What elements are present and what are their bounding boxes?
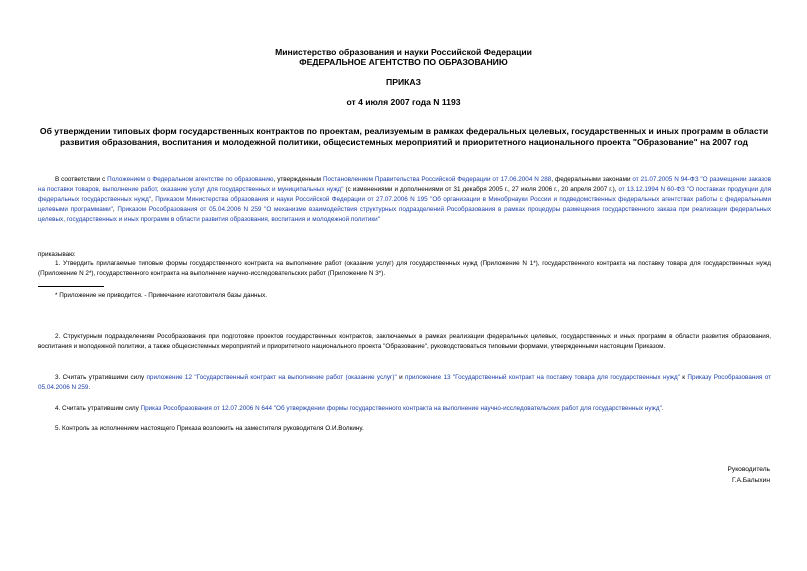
item-3-paragraph — [38, 373, 771, 393]
preamble-text: , — [112, 206, 118, 213]
document-title: Об утверждении типовых форм государственных контрактов по проектам, реализуемым в рамках федеральных целевых, государственных и иных программ в области развития образования, воспитания и молодежной политики, общесистемных мероприятий и приоритетного национального проекта "Образование" на 2007 год — [39, 126, 769, 147]
link-regulation-agency[interactable]: Положением о Федеральном агентстве по образованию — [107, 176, 274, 183]
footnote-text: * Приложение не приводится. - Примечание изготовителя базы данных. — [55, 292, 268, 299]
link-order-259[interactable]: Приказу Рособразования от 05.04.2006 N 259 — [38, 374, 771, 391]
link-appendix-12[interactable]: приложение 12 "Государственный контракт на выполнение работ (оказание услуг)" — [146, 374, 397, 381]
signature-role: Руководитель — [727, 466, 770, 473]
link-rosobrazovanie-order-259[interactable]: Приказом Рособразования от 05.04.2006 N 259 "О механизме взаимодействия структурных подразделений Рособразования в рамках процедуры размещения государственного заказа при реализации федеральных целевых, государственных и иных программ в области развития образования, воспитания и молодежной политики" — [38, 206, 771, 223]
footnote-divider — [38, 286, 104, 287]
item-2-paragraph: 2. Структурным подразделениям Рособразования при подготовке проектов государственных контрактов, заключаемых в рамках реализации федеральных целевых, государственных и иных программ в области развития образования, воспитания и молодежной политики, а также общесистемных мероприятий и приоритетного национального проекта "Образование", руководствоваться типовыми формами, утвержденными настоящим Приказом. — [38, 333, 771, 350]
preamble-paragraph — [38, 175, 771, 225]
item-3-text: и — [396, 374, 406, 381]
item-4-paragraph — [38, 404, 771, 414]
item-3-text: 3. Считать утратившими силу — [55, 374, 147, 381]
link-ministry-order-195[interactable]: Приказом Министерства образования и науки Российской Федерации от 27.07.2006 N 195 "Об организации в Минобрнауки России и подведомственных федеральных агентствах работы с федеральными целевыми программами" — [38, 196, 772, 213]
link-government-decree-288[interactable]: Постановлением Правительства Российской Федерации от 17.06.2004 N 288 — [322, 176, 552, 183]
item-3-text: . — [88, 384, 91, 391]
document-date-number: от 4 июля 2007 года N 1193 — [346, 97, 461, 107]
signature-name: Г.А.Балыхин — [731, 477, 770, 484]
item-4-text: . — [661, 405, 664, 412]
preamble-text: , федеральными законами — [551, 176, 633, 183]
link-order-644[interactable]: Приказ Рособразования от 12.07.2006 N 644 "Об утверждении формы государственного контракта на выполнение научно-исследовательских работ для государственных нужд" — [140, 405, 662, 412]
link-appendix-13[interactable]: приложение 13 "Государственный контракт на поставку товара для государственных нужд" — [405, 374, 680, 381]
item-3-text: к — [679, 374, 688, 381]
preamble-text: В соответствии с — [55, 176, 108, 183]
order-word: приказываю: — [38, 251, 76, 258]
preamble-text: , — [151, 196, 156, 203]
preamble-text: (с изменениями и дополнениями от 31 декабря 2005 г., 27 июля 2006 г., 20 апреля 2007 г.), — [343, 186, 619, 193]
agency-name: ФЕДЕРАЛЬНОЕ АГЕНТСТВО ПО ОБРАЗОВАНИЮ — [299, 57, 508, 67]
item-5-paragraph: 5. Контроль за исполнением настоящего Приказа возложить на заместителя руководителя О.И.Волкину. — [55, 425, 364, 432]
document-type: ПРИКАЗ — [386, 77, 421, 87]
item-1-paragraph: 1. Утвердить прилагаемые типовые формы государственного контракта на выполнение работ (оказание услуг) для государственных нужд (Приложение N 1*), государственного контракта на поставку товара для государственных нужд (Приложение N 2*), государственного контракта на выполнение научно-исследовательских работ (Приложение N 3*). — [38, 260, 771, 277]
item-4-text: 4. Считать утратившим силу — [55, 405, 141, 412]
link-federal-law-60fz[interactable]: от 13.12.1994 N 60-ФЗ "О поставках продукции для федеральных государственных нужд" — [38, 186, 771, 203]
preamble-text: , утвержденным — [273, 176, 323, 183]
link-federal-law-94fz[interactable]: от 21.07.2005 N 94-ФЗ "О размещении заказов на поставки товаров, выполнение работ, оказание услуг для государственных и муниципальных нужд" — [38, 176, 772, 193]
ministry-name: Министерство образования и науки Российской Федерации — [275, 47, 532, 57]
